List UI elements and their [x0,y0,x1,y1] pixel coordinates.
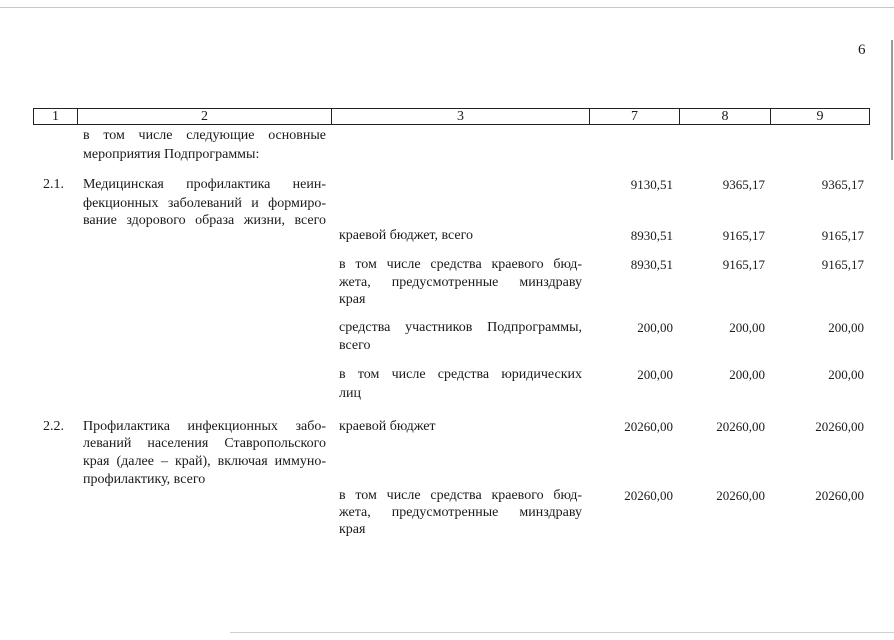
row-2-2-source-1-line-1: краевой бюджет [339,419,436,434]
row-2-2-source-1-col-8: 20260,00 [716,419,765,434]
header-col-1: 1 [34,109,78,124]
header-col-3: 3 [332,109,590,124]
header-col-9: 9 [816,109,824,124]
row-2-1-source-1-line-1: краевой бюджет, всего [339,228,474,243]
row-2-1-source-1-col-8: 9165,17 [722,228,765,243]
scan-bottom-edge [230,632,894,633]
row-2-2-source-2-line-1: в том числе средства краевого бюд- [339,488,582,503]
row-2-1-total-col-9: 9365,17 [821,177,864,192]
row-2-1-name-line-1: Медицинская профилактика неин- [83,177,326,192]
scan-top-edge [0,7,894,8]
row-2-1-name-line-2: фекционных заболеваний и формиро- [83,196,326,211]
row-2-2-source-2-col-8: 20260,00 [716,488,765,503]
row-2-1-source-3-line-1: средства участников Подпрограммы, [339,320,582,335]
row-2-1-source-3-col-7: 200,00 [637,320,673,335]
row-2-1-total-col-8: 9365,17 [722,177,765,192]
row-2-1-source-1-col-9: 9165,17 [821,228,864,243]
row-2-1-source-4-col-7: 200,00 [637,367,673,382]
header-col-8: 8 [680,109,771,124]
row-2-1-source-2-line-2: жета, предусмотренные минздраву [339,275,582,290]
row-2-2-source-1-col-7: 20260,00 [624,419,673,434]
row-2-2-name-line-4: профилактику, всего [83,472,206,487]
intro-line-1: в том числе следующие основные [83,128,326,143]
row-2-1-source-3-col-9: 200,00 [828,320,864,335]
row-number-2-1: 2.1. [43,177,64,192]
row-2-1-source-2-col-9: 9165,17 [821,257,864,272]
header-col-2: 2 [78,109,332,124]
row-2-1-source-4-col-8: 200,00 [729,367,765,382]
row-2-1-total-col-7: 9130,51 [630,177,673,192]
row-2-2-source-2-col-7: 20260,00 [624,488,673,503]
row-2-1-source-4-col-9: 200,00 [828,367,864,382]
row-number-2-2: 2.2. [43,419,64,434]
row-2-2-source-2-col-9: 20260,00 [815,488,864,503]
row-2-1-source-1-col-7: 8930,51 [630,228,673,243]
row-2-1-source-2-line-1: в том числе средства краевого бюд- [339,257,582,272]
row-2-1-source-4-line-1: в том числе средства юридических [339,367,582,382]
row-2-1-source-4-line-2: лиц [339,386,361,401]
row-2-1-source-3-col-8: 200,00 [729,320,765,335]
row-2-2-source-2-line-3: края [339,522,366,537]
table-header-row [33,108,870,125]
row-2-2-name-line-1: Профилактика инфекционных забо- [83,419,326,434]
row-2-2-source-1-col-9: 20260,00 [815,419,864,434]
row-2-2-name-line-2: леваний населения Ставропольского [83,436,326,451]
row-2-1-source-3-line-2: всего [339,338,371,353]
row-2-1-source-2-col-7: 8930,51 [630,257,673,272]
row-2-1-source-2-line-3: края [339,292,366,307]
scan-right-edge [891,40,893,160]
row-2-2-source-2-line-2: жета, предусмотренные минздраву [339,505,582,520]
row-2-2-name-line-3: края (далее – край), включая иммуно- [83,454,326,469]
page-number: 6 [858,42,866,58]
intro-line-2: мероприятия Подпрограммы: [83,147,260,162]
row-2-1-source-2-col-8: 9165,17 [722,257,765,272]
header-col-7: 7 [590,109,680,124]
row-2-1-name-line-3: вание здорового образа жизни, всего [83,213,326,228]
